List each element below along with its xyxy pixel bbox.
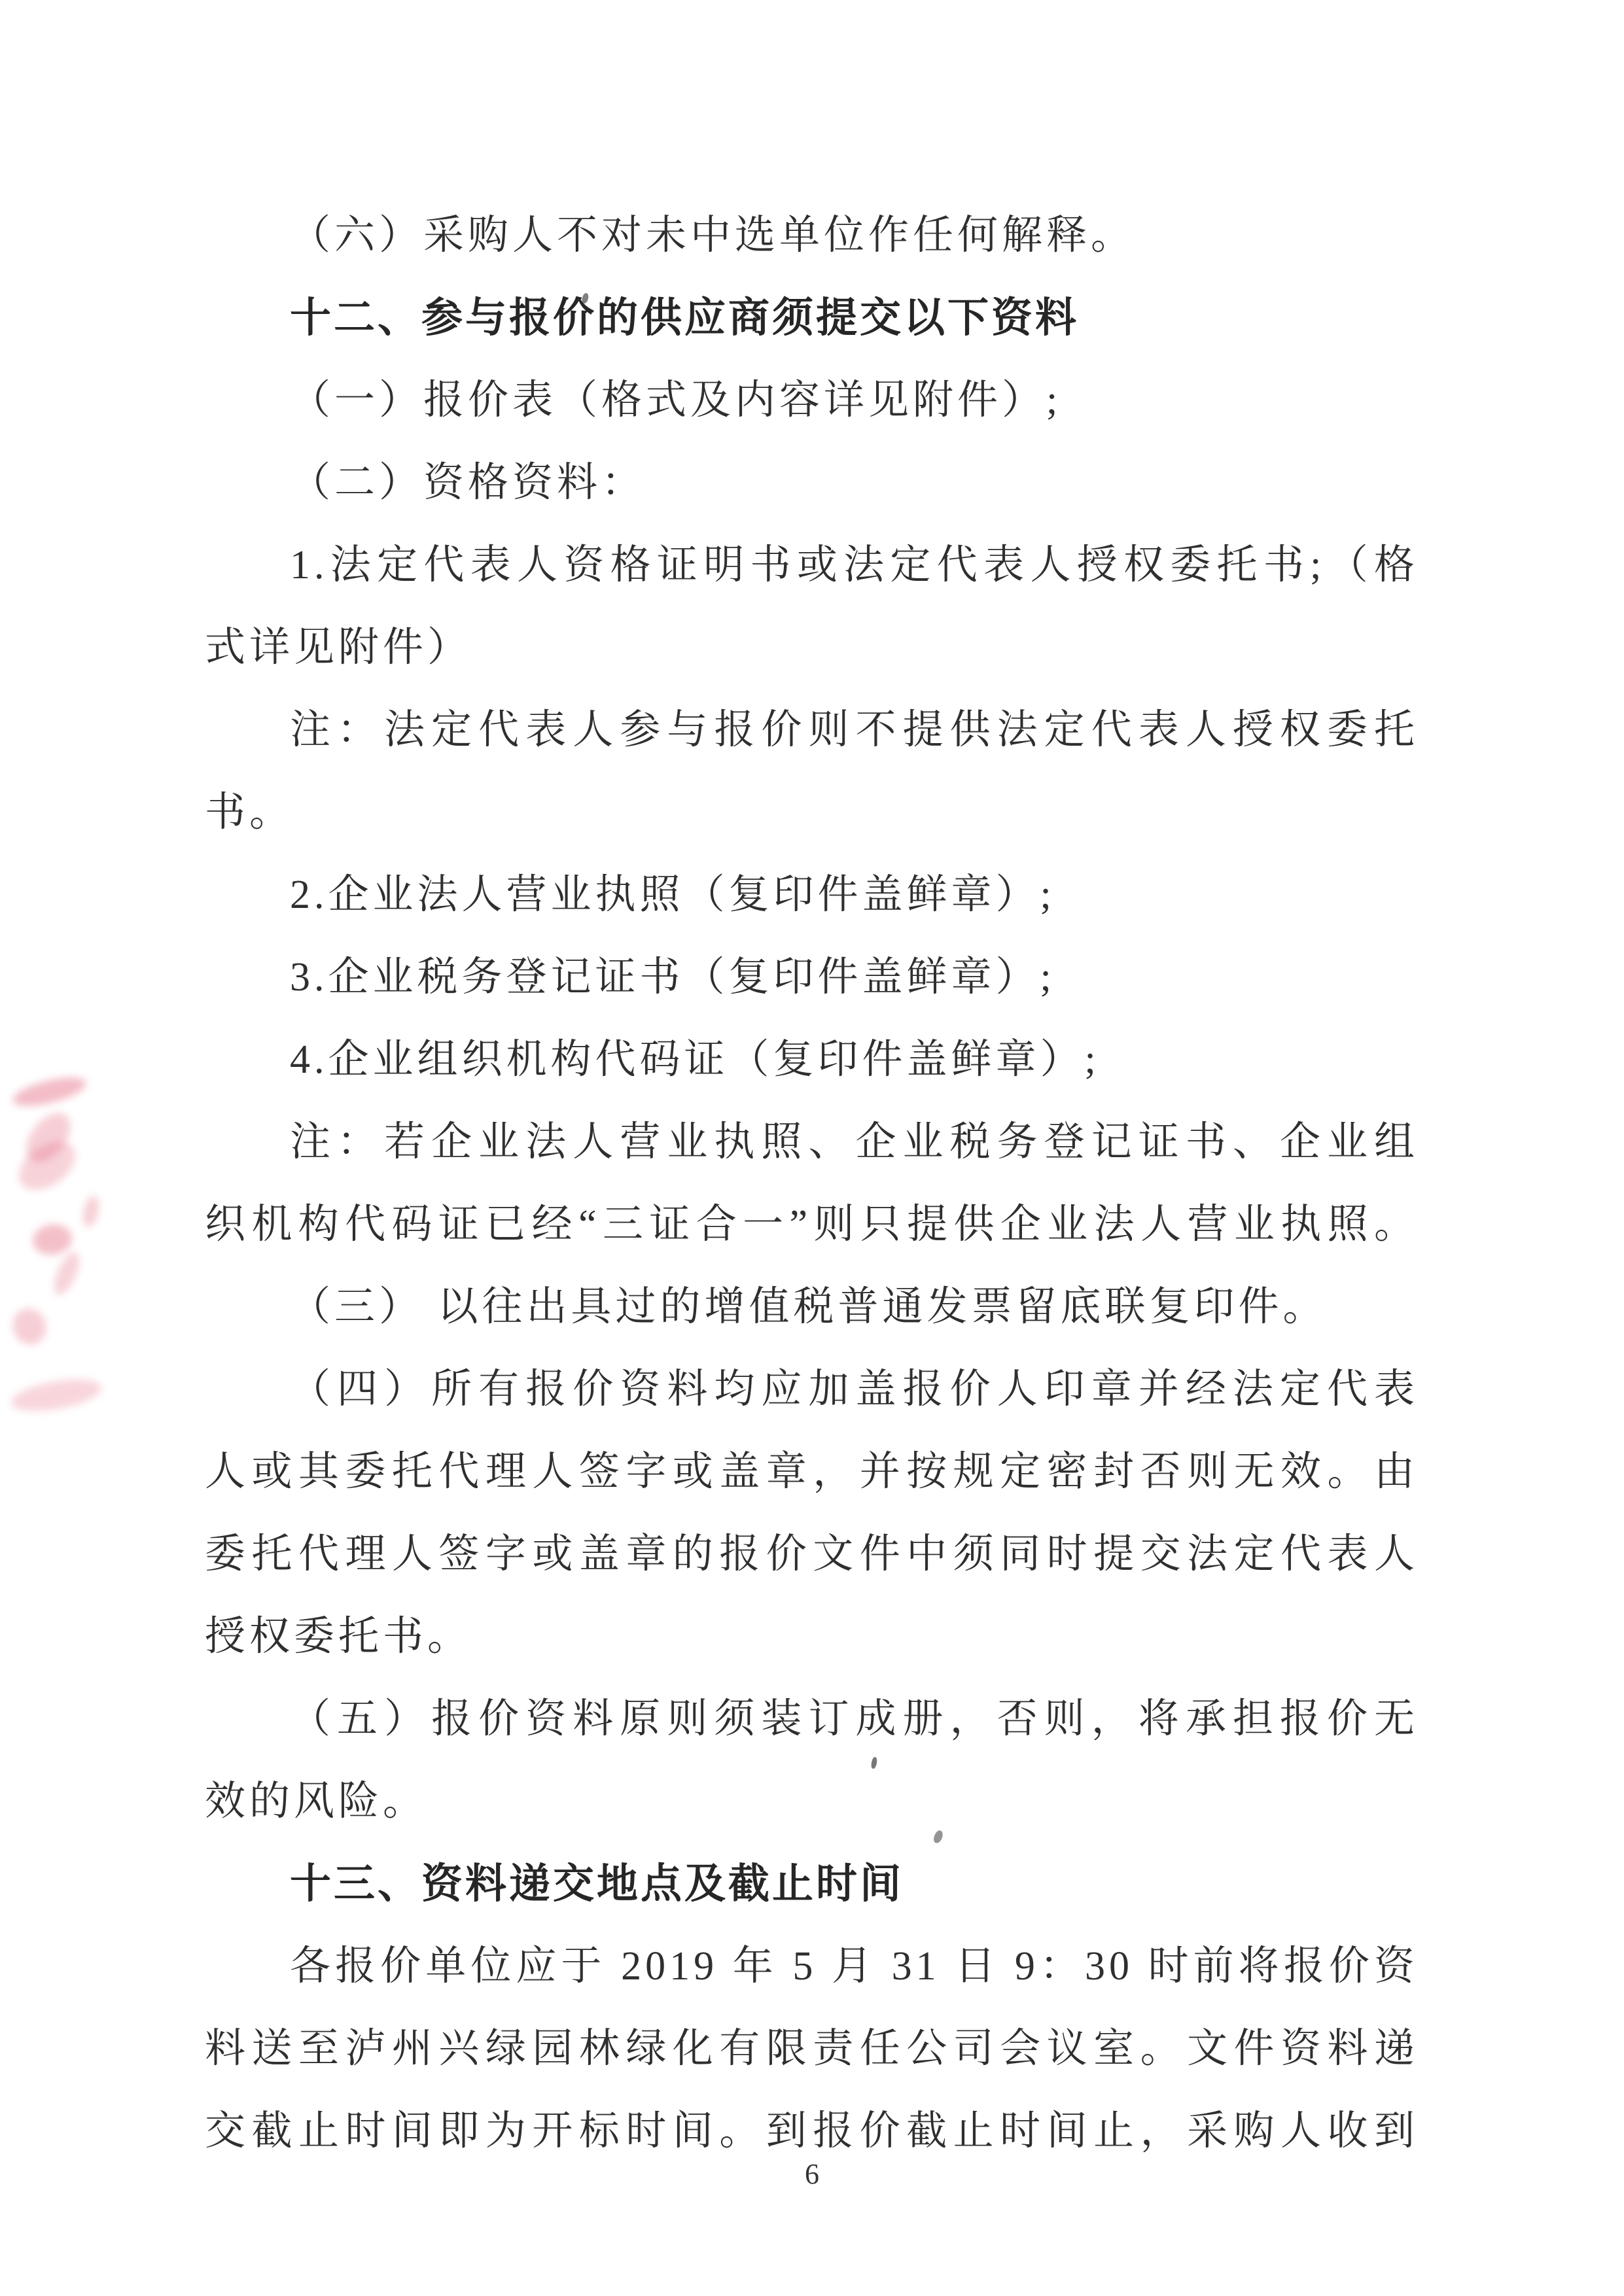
text-line: （三） 以往出具过的增值税普通发票留底联复印件。 xyxy=(290,1285,1328,1329)
text-line: （一）报价表（格式及内容详见附件）; xyxy=(290,378,1062,423)
red-stamp-artifact xyxy=(8,1304,51,1349)
text-line: （二）资格资料： xyxy=(290,461,646,505)
page-number: 6 xyxy=(805,2158,819,2190)
text-line: 3.企业税务登记证书（复印件盖鲜章）; xyxy=(290,955,1055,1000)
text-line: 委托代理人签字或盖章的报价文件中须同时提交法定代表人 xyxy=(205,1532,1419,1576)
heading-line: 十三、资料递交地点及截止时间 xyxy=(290,1861,904,1907)
text-line: 料送至泸州兴绿园林绿化有限责任公司会议室。文件资料递 xyxy=(205,2026,1419,2071)
text-line: （六）采购人不对未中选单位作任何解释。 xyxy=(290,213,1136,258)
text-line: 授权委托书。 xyxy=(205,1614,472,1659)
text-line: 4.企业组织机构代码证（复印件盖鲜章）; xyxy=(290,1037,1100,1082)
text-line: 交截止时间即为开标时间。到报价截止时间止，采购人收到 xyxy=(205,2109,1419,2153)
text-line: 注：若企业法人营业执照、企业税务登记证书、企业组 xyxy=(290,1120,1419,1164)
heading-line: 十二、参与报价的供应商须提交以下资料 xyxy=(290,295,1079,341)
text-line: （五）报价资料原则须装订成册，否则，将承担报价无 xyxy=(290,1697,1419,1741)
red-stamp-artifact xyxy=(80,1194,101,1228)
red-stamp-artifact xyxy=(31,1222,74,1257)
text-line: 织机构代码证已经“三证合一”则只提供企业法人营业执照。 xyxy=(205,1202,1419,1247)
text-line: 注：法定代表人参与报价则不提供法定代表人授权委托 xyxy=(290,708,1419,752)
text-line: 2.企业法人营业执照（复印件盖鲜章）; xyxy=(290,873,1055,917)
text-line: 人或其委托代理人签字或盖章，并按规定密封否则无效。由 xyxy=(205,1450,1419,1494)
text-line: 各报价单位应于 2019 年 5 月 31 日 9：30 时前将报价资 xyxy=(290,1944,1419,1989)
red-stamp-artifact xyxy=(9,1374,103,1417)
text-line: 式详见附件） xyxy=(205,625,472,670)
text-line: 1.法定代表人资格证明书或法定代表人授权委托书;（格 xyxy=(290,543,1419,587)
red-stamp-artifact xyxy=(10,1072,89,1112)
text-line: （四）所有报价资料均应加盖报价人印章并经法定代表 xyxy=(290,1367,1419,1412)
text-line: 效的风险。 xyxy=(205,1779,428,1824)
document-body xyxy=(205,194,1419,2172)
text-line: 书。 xyxy=(205,790,294,835)
red-stamp-artifact xyxy=(49,1249,84,1298)
